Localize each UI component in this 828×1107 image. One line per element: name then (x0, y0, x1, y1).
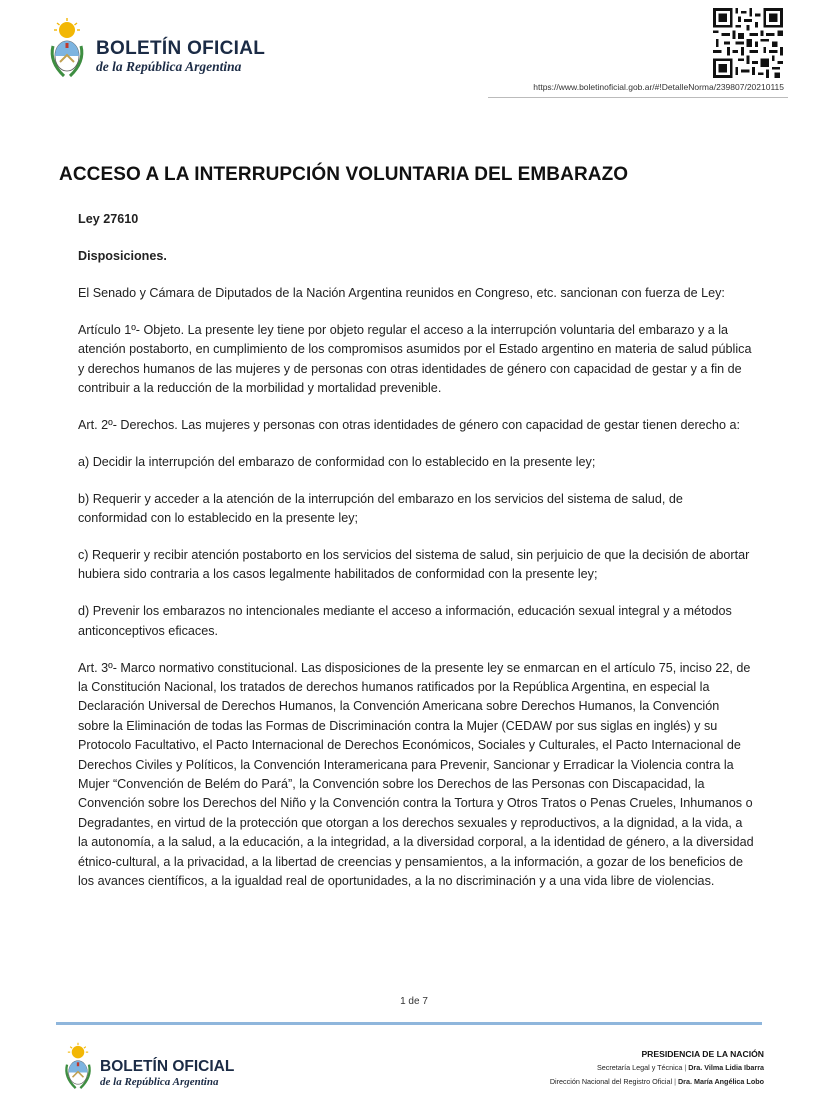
argentina-coat-of-arms-icon (44, 16, 90, 82)
presidency-label: PRESIDENCIA DE LA NACIÓN (641, 1049, 764, 1059)
footer-divider (56, 1022, 762, 1025)
article-2-item-c: c) Requerir y recibir atención postaborto en los servicios del sistema de salud, sin perjuicio de que la decisión de abortar hubiera sido contraria a los casos legalmente habilitados de conformidad con la presente ley; (78, 547, 750, 582)
separator: | (674, 1077, 676, 1086)
article-2-item-a: a) Decidir la interrupción del embarazo de conformidad con lo establecido en la presente ley; (78, 454, 596, 469)
qr-code-icon (713, 8, 783, 78)
secretariat-name: Secretaría Legal y Técnica (596, 1063, 683, 1072)
brand-subtitle: de la República Argentina (96, 59, 242, 74)
footer-brand-subtitle: de la República Argentina (100, 1076, 219, 1088)
law-number: Ley 27610 (78, 212, 139, 226)
footer-credit-line-2 (550, 1075, 764, 1089)
secretary-name: Dra. Vilma Lidia Ibarra (688, 1063, 764, 1072)
article-1-paragraph: Artículo 1º- Objeto. La presente ley tiene por objeto regular el acceso a la interrupción voluntaria del embarazo y a la atención postaborto, en cumplimiento de los compromisos asumidos por el Estado argentino en materia de salud pública y derechos humanos de las mujeres y de personas con otras identidades de género con capacidad de gestar y a fin de contribuir a la reducción de la morbilidad y mortalidad prevenible. (78, 322, 752, 395)
document-title: ACCESO A LA INTERRUPCIÓN VOLUNTARIA DEL EMBARAZO (59, 164, 629, 185)
article-2-paragraph: Art. 2º- Derechos. Las mujeres y personas con otras identidades de género con capacidad de gestar tienen derecho a: (78, 417, 740, 432)
directorate-name: Dirección Nacional del Registro Oficial (549, 1077, 673, 1086)
footer-brand-title: BOLETÍN OFICIAL (100, 1058, 235, 1075)
director-name: Dra. María Angélica Lobo (677, 1077, 764, 1086)
document-body (78, 210, 754, 909)
header-divider (488, 97, 788, 98)
article-2-item-d: d) Prevenir los embarazos no intencionales mediante el acceso a información, educación sexual integral y a métodos anticonceptivos eficaces. (78, 604, 732, 638)
preamble-paragraph: El Senado y Cámara de Diputados de la Nación Argentina reunidos en Congreso, etc. sancionan con fuerza de Ley: (78, 285, 725, 300)
section-heading: Disposiciones. (78, 248, 167, 263)
footer-credit-line-1 (550, 1061, 764, 1075)
article-3-paragraph: Art. 3º- Marco normativo constitucional. Las disposiciones de la presente ley se enmarcan en el artículo 75, inciso 22, de la Constitución Nacional, los tratados de derechos humanos ratificados por la República Argentina, en especial la Declaración Universal de Derechos Humanos, la Convención Americana sobre Derechos Humanos, la Convención sobre la Eliminación de todas las Formas de Discriminación contra la Mujer (CEDAW por sus siglas en inglés) y su Protocolo Facultativo, el Pacto Internacional de Derechos Económicos, Sociales y Culturales, el Pacto Internacional de Derechos Civiles y Políticos, la Convención Interamericana para Prevenir, Sancionar y Erradicar la Violencia contra la Mujer “Convención de Belém do Pará”, la Convención sobre los Derechos de las Personas con Discapacidad, la Convención sobre los Derechos del Niño y la Convención contra la Tortura y Otros Tratos o Penas Crueles, Inhumanos o Degradantes, en virtud de la protección que otorgan a los derechos sexuales y reproductivos, a la dignidad, a la vida, a la autonomía, a la salud, a la educación, a la integridad, a la diversidad corporal, a la identidad de género, a la diversidad étnico-cultural, a la privacidad, a la libertad de creencias y pensamientos, a la información, a gozar de los beneficios de los avances científicos, a la igualdad real de oportunidades, a la no discriminación y a una vida libre de violencias. (78, 660, 754, 889)
article-2-item-b: b) Requerir y acceder a la atención de la interrupción del embarazo en los servicios del sistema de salud, de conformidad con lo establecido en la presente ley; (78, 491, 683, 526)
separator: | (684, 1063, 687, 1072)
argentina-coat-of-arms-icon (60, 1040, 96, 1094)
page-number: 1 de 7 (400, 996, 428, 1007)
footer-credits (550, 1048, 764, 1089)
brand-title: BOLETÍN OFICIAL (96, 38, 266, 59)
document-url[interactable]: https://www.boletinoficial.gob.ar/#!DetalleNorma/239807/20210115 (533, 82, 784, 92)
